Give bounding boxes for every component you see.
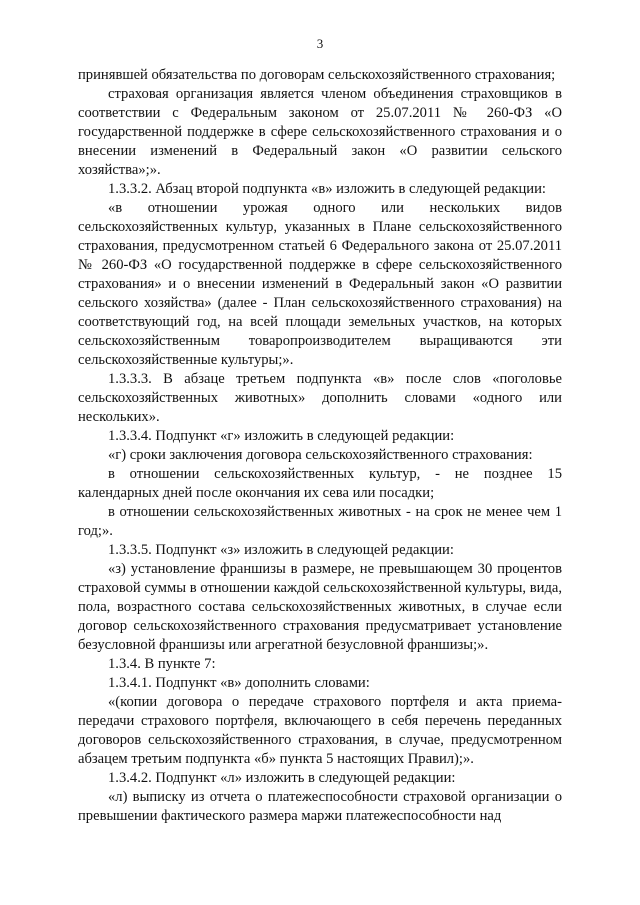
paragraph: «л) выписку из отчета о платежеспособности страховой организации о превышении фактического размера маржи платежеспособности над xyxy=(78,789,562,824)
paragraph: 1.3.3.3. В абзаце третьем подпункта «в» после слов «поголовье сельскохозяйственных животных» дополнить словами «одного или нескольких». xyxy=(78,371,562,425)
paragraph: 1.3.4.2. Подпункт «л» изложить в следующей редакции: xyxy=(108,770,456,786)
paragraph: «в отношении урожая одного или нескольких видов сельскохозяйственных культур, указанных в Плане сельскохозяйственного страхования, предусмотренном статьей 6 Федерального закона от 25.07.2011 № 260-ФЗ «О государственной поддержке в сфере сельскохозяйственного страхования» и о внесении изменений в Федеральный закон «О развитии сельского хозяйства» (далее - План сельскохозяйственного страхования) на соответствующий год, на всей площади земельных участков, на которых сельскохозяйственным товаропроизводителем выращиваются эти сельскохозяйственные культуры;». xyxy=(78,200,562,368)
paragraph: 1.3.4.1. Подпункт «в» дополнить словами: xyxy=(108,675,370,691)
paragraph: страховая организация является членом объединения страховщиков в соответствии с Федеральным законом от 25.07.2011 № 260-ФЗ «О государственной поддержке в сфере сельскохозяйственного страхования и о внесении изменений в Федеральный закон «О развитии сельского хозяйства»;». xyxy=(78,86,562,178)
paragraph: 1.3.3.4. Подпункт «г» изложить в следующей редакции: xyxy=(108,428,455,444)
paragraph: 1.3.3.2. Абзац второй подпункта «в» изложить в следующей редакции: xyxy=(108,181,546,197)
paragraph: принявшей обязательства по договорам сельскохозяйственного страхования; xyxy=(78,67,556,83)
paragraph: в отношении сельскохозяйственных животных - на срок не менее чем 1 год;». xyxy=(78,504,562,539)
paragraph: 1.3.3.5. Подпункт «з» изложить в следующей редакции: xyxy=(108,542,454,558)
paragraph: 1.3.4. В пункте 7: xyxy=(108,656,216,672)
page-number: 3 xyxy=(316,36,324,51)
paragraph: «(копии договора о передаче страхового портфеля и акта приема-передачи страхового портфеля, включающего в себя перечень переданных договоров сельскохозяйственного страхования, в случае, предусмотренном абзацем третьим подпункта «б» пункта 5 настоящих Правил);». xyxy=(78,694,562,767)
document-body xyxy=(78,66,562,826)
paragraph: в отношении сельскохозяйственных культур, - не позднее 15 календарных дней после окончания их сева или посадки; xyxy=(78,466,562,501)
paragraph: «г) сроки заключения договора сельскохозяйственного страхования: xyxy=(108,447,533,463)
paragraph: «з) установление франшизы в размере, не превышающем 30 процентов страховой суммы в отношении каждой сельскохозяйственной культуры, вида, пола, возрастного состава сельскохозяйственных животных, в случае если договор сельскохозяйственного страхования предусматривает установление безусловной франшизы или агрегатной безусловной франшизы;». xyxy=(78,561,562,653)
